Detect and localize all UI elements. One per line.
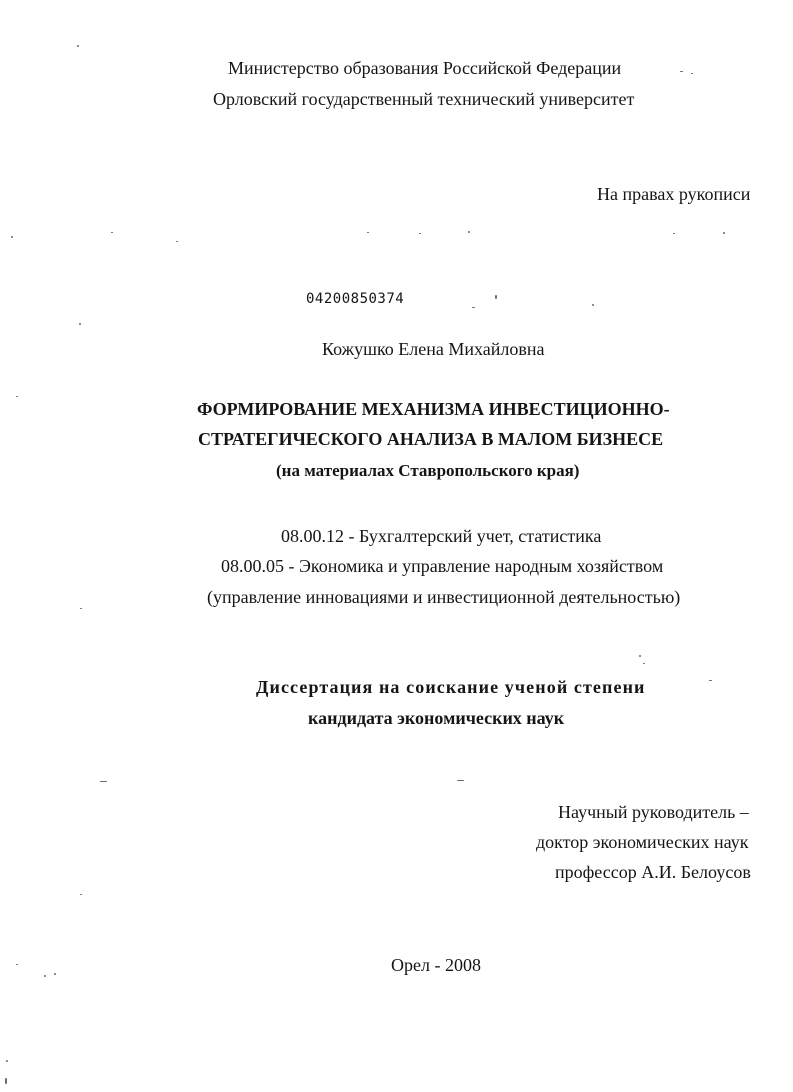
scan-speck <box>80 608 82 609</box>
scan-speck <box>54 973 56 975</box>
scan-speck <box>639 655 641 657</box>
specialty-2: 08.00.05 - Экономика и управление народным хозяйством <box>221 556 664 576</box>
title-subtitle: (на материалах Ставропольского края) <box>276 461 580 480</box>
supervisor-degree: доктор экономических наук <box>536 832 749 852</box>
scan-speck <box>457 780 464 781</box>
university-name: Орловский государственный технический университет <box>213 89 635 109</box>
specialty-note: (управление инновациями и инвестиционной деятельностью) <box>207 587 681 607</box>
scan-speck <box>5 1078 7 1084</box>
ministry-name: Министерство образования Российской Федерации <box>228 58 622 78</box>
scan-speck <box>495 295 497 299</box>
scan-speck <box>709 680 712 681</box>
supervisor-name: профессор А.И. Белоусов <box>555 862 751 882</box>
scan-speck <box>111 232 113 233</box>
catalog-code: 04200850374 <box>306 291 405 307</box>
scan-speck <box>79 323 81 325</box>
scan-speck <box>680 71 683 72</box>
scan-speck <box>16 396 18 397</box>
scan-speck <box>100 781 107 782</box>
scan-speck <box>468 231 470 233</box>
dissertation-degree-line-1: Диссертация на соискание ученой степени <box>256 677 646 697</box>
scan-speck <box>643 663 645 664</box>
scan-speck <box>691 73 693 74</box>
scan-speck <box>77 45 79 47</box>
specialty-1: 08.00.12 - Бухгалтерский учет, статистика <box>281 526 602 546</box>
city-year: Орел - 2008 <box>391 955 481 975</box>
scan-speck <box>6 1060 8 1062</box>
scan-speck <box>80 894 82 895</box>
scan-speck <box>673 233 675 234</box>
author-name: Кожушко Елена Михайловна <box>322 339 545 359</box>
scan-speck <box>176 241 178 242</box>
supervisor-label: Научный руководитель – <box>558 802 749 822</box>
dissertation-degree-line-2: кандидата экономических наук <box>308 708 565 728</box>
scan-speck <box>367 232 369 233</box>
scan-speck <box>723 232 725 234</box>
scan-speck <box>11 236 13 238</box>
scan-speck <box>16 964 18 965</box>
title-line-1: ФОРМИРОВАНИЕ МЕХАНИЗМА ИНВЕСТИЦИОННО- <box>197 399 670 419</box>
rights-note: На правах рукописи <box>597 184 751 204</box>
title-line-2: СТРАТЕГИЧЕСКОГО АНАЛИЗА В МАЛОМ БИЗНЕСЕ <box>198 429 664 449</box>
scan-speck <box>44 975 46 977</box>
scan-speck <box>419 233 421 234</box>
scan-speck <box>592 304 594 306</box>
scan-speck <box>472 307 475 308</box>
